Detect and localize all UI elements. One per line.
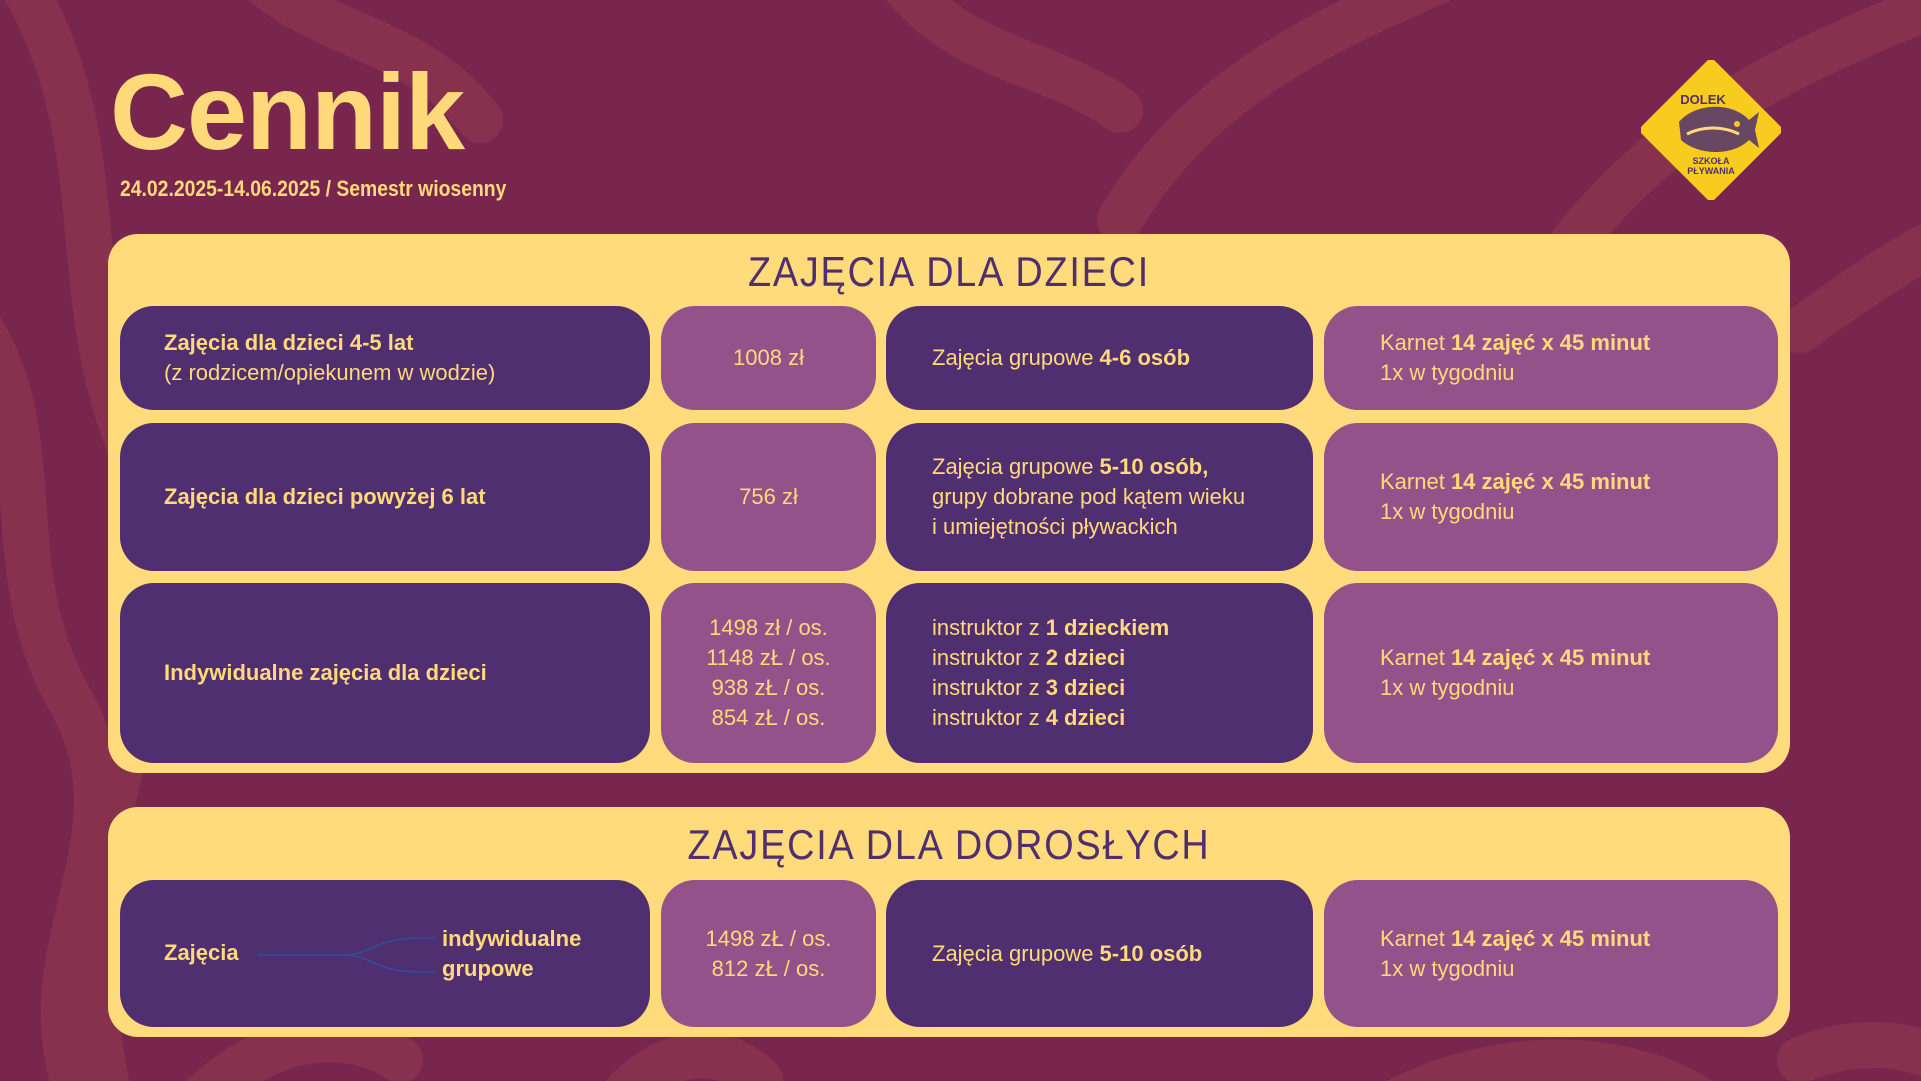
kids-row3-name-cell <box>120 583 650 763</box>
pass-line: Karnet 14 zajęć x 45 minut <box>1380 469 1651 494</box>
adults-option: indywidualne <box>442 926 582 951</box>
kids-pricing-panel <box>108 234 1790 773</box>
kids-row3-instructor-cell <box>886 583 1313 763</box>
pass-line: Karnet 14 zajęć x 45 minut <box>1380 925 1651 951</box>
kids-row3-price-cell <box>661 583 876 763</box>
adults-pass-cell <box>1324 880 1778 1027</box>
adults-group-cell <box>886 880 1313 1027</box>
kids-row1-group-cell <box>886 306 1313 410</box>
pass-frequency: 1x w tygodniu <box>1380 360 1515 385</box>
group-detail-line: grupy dobrane pod kątem wieku <box>932 484 1246 509</box>
adults-name-cell <box>120 880 650 1027</box>
pass-frequency: 1x w tygodniu <box>1380 499 1515 524</box>
instructor-line: instruktor z 4 dzieci <box>932 705 1126 730</box>
kids-row2-pass-cell <box>1324 423 1778 571</box>
price-value: 1498 zŁ / os. <box>705 925 832 951</box>
group-size-line: Zajęcia grupowe 5-10 osób, <box>932 454 1209 479</box>
price-value: 1148 zŁ / os. <box>706 645 831 670</box>
adults-name: Zajęcia <box>164 940 239 965</box>
adults-panel-heading: ZAJĘCIA DLA DOROSŁYCH <box>687 821 1211 868</box>
price-value: 812 zŁ / os. <box>711 955 826 981</box>
svg-text:DOLEK: DOLEK <box>1680 92 1726 107</box>
price-value: 938 zŁ / os. <box>711 675 826 700</box>
kids-row1-pass-cell <box>1324 306 1778 410</box>
pass-line: Karnet 14 zajęć x 45 minut <box>1380 645 1651 670</box>
kids-row1-note: (z rodzicem/opiekunem w wodzie) <box>164 360 496 385</box>
price-value: 756 zł <box>739 484 798 509</box>
page-subtitle: 24.02.2025-14.06.2025 / Semestr wiosenny <box>120 176 507 201</box>
kids-row1-name-cell <box>120 306 650 410</box>
instructor-line: instruktor z 1 dzieckiem <box>932 615 1170 640</box>
price-value: 1498 zł / os. <box>709 615 828 640</box>
svg-text:PŁYWANIA: PŁYWANIA <box>1687 166 1735 176</box>
pass-frequency: 1x w tygodniu <box>1380 675 1515 700</box>
price-value: 854 zŁ / os. <box>711 705 826 730</box>
kids-row3-pass-cell <box>1324 583 1778 763</box>
group-size-line: Zajęcia grupowe 5-10 osób <box>932 940 1203 966</box>
kids-row1-price-cell <box>661 306 876 410</box>
adults-options <box>442 924 581 984</box>
kids-row3-name: Indywidualne zajęcia dla dzieci <box>164 660 487 685</box>
kids-row2-name-cell <box>120 423 650 571</box>
kids-row2-name: Zajęcia dla dzieci powyżej 6 lat <box>164 484 486 509</box>
adults-price-cell <box>661 880 876 1027</box>
adults-option: grupowe <box>442 956 534 981</box>
group-size-line: Zajęcia grupowe 4-6 osób <box>932 345 1191 370</box>
group-detail-line: i umiejętności pływackich <box>932 514 1178 539</box>
school-logo <box>1641 60 1781 200</box>
instructor-line: instruktor z 2 dzieci <box>932 645 1126 670</box>
pass-line: Karnet 14 zajęć x 45 minut <box>1380 330 1651 355</box>
svg-text:SZKOŁA: SZKOŁA <box>1692 156 1730 166</box>
page-title: Cennik <box>110 51 465 172</box>
adults-pricing-panel <box>108 807 1790 1037</box>
kids-panel-heading: ZAJĘCIA DLA DZIECI <box>747 248 1151 295</box>
instructor-line: instruktor z 3 dzieci <box>932 675 1126 700</box>
pass-frequency: 1x w tygodniu <box>1380 955 1515 981</box>
price-value: 1008 zł <box>733 345 804 370</box>
kids-row2-price-cell <box>661 423 876 571</box>
kids-row1-name: Zajęcia dla dzieci 4-5 lat <box>164 330 414 355</box>
kids-row2-group-cell <box>886 423 1313 571</box>
